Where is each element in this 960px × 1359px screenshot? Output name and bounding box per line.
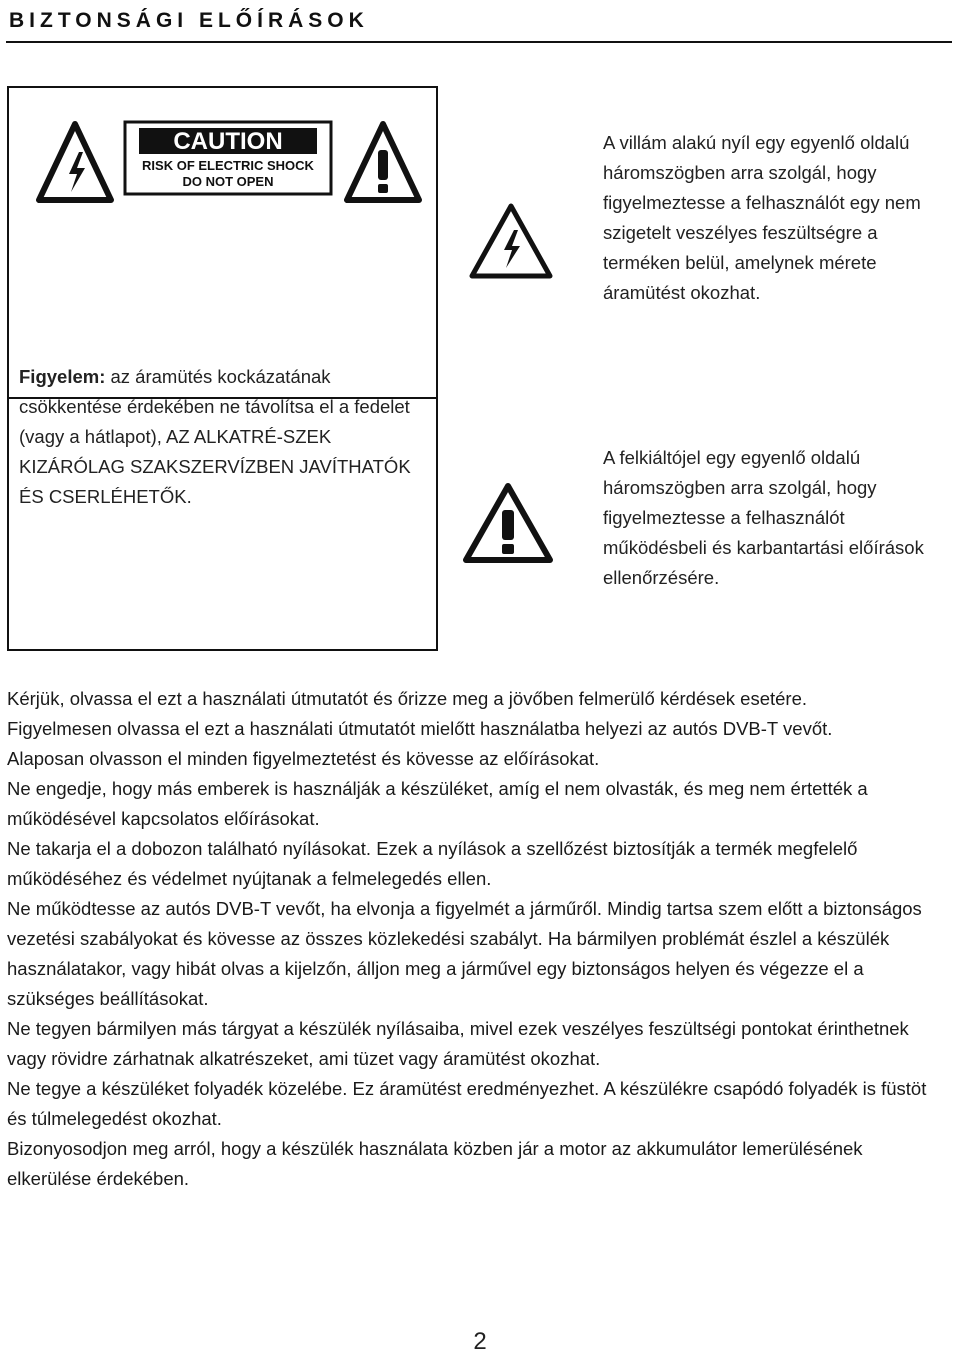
caution-label-graphic (33, 118, 423, 208)
exclamation-triangle-icon (460, 480, 556, 566)
safety-instructions (7, 684, 947, 1194)
instruction-paragraph: Ne engedje, hogy más emberek is használják a készüléket, amíg el nem olvasták, és meg nem értették a működésével kapcsolatos előírásokat. (7, 778, 868, 829)
lightning-symbol-description: A villám alakú nyíl egy egyenlő oldalú háromszögben arra szolgál, hogy figyelmeztesse a felhasználót egy nem szigetelt veszélyes feszültségre a terméken belül, amelynek mérete áramütést okozhat. (603, 132, 921, 303)
warning-note-text: az áramütés kockázatának csökkentése érdekében ne távolítsa el a fedelet (vagy a hátlapot), AZ ALKATRÉ-SZEK KIZÁRÓLAG SZAKSZERVÍZBEN JAVÍTHATÓK ÉS CSERLÉHETŐK. (19, 366, 411, 507)
instruction-paragraph: Kérjük, olvassa el ezt a használati útmutatót és őrizze meg a jövőben felmerülő kérdések esetére. (7, 688, 808, 709)
instruction-paragraph: Bizonyosodjon meg arról, hogy a készülék használata közben jár a motor az akkumulátor lemerülésének elkerülése érdekében. (7, 1138, 863, 1189)
page-number: 2 (473, 1328, 487, 1355)
lightning-warning-icon (39, 124, 111, 200)
warning-note (19, 362, 419, 512)
caution-heading: CAUTION (173, 128, 283, 155)
caution-sign (125, 122, 331, 194)
instruction-paragraph: Figyelmesen olvassa el ezt a használati útmutatót mielőtt használatba helyezi az autós DVB-T vevőt. (7, 718, 833, 739)
instruction-paragraph: Alaposan olvasson el minden figyelmeztetést és kövesse az előírásokat. (7, 748, 600, 769)
instruction-paragraph: Ne tegye a készüléket folyadék közelébe. Ez áramütést eredményezhet. A készülékre csapódó folyadék is füstöt és túlmelegedést okozhat. (7, 1078, 927, 1129)
instruction-paragraph: Ne takarja el a dobozon található nyílásokat. Ezek a nyílások a szellőzést biztosítják a termék megfelelő működéséhez és védelmet nyújtanak a felmelegedés ellen. (7, 838, 858, 889)
exclamation-symbol-description: A felkiáltójel egy egyenlő oldalú háromszögben arra szolgál, hogy figyelmeztesse a felhasználót működésbeli és karbantartási előírások ellenőrzésére. (603, 447, 924, 588)
warning-note-lead: Figyelem: (19, 366, 106, 387)
caution-line-1: RISK OF ELECTRIC SHOCK (142, 158, 314, 173)
caution-line-2: DO NOT OPEN (182, 174, 274, 189)
exclamation-warning-icon (347, 124, 419, 200)
page-title: BIZTONSÁGI ELŐÍRÁSOK (9, 9, 369, 32)
title-divider (6, 41, 952, 43)
instruction-paragraph: Ne működtesse az autós DVB-T vevőt, ha elvonja a figyelmét a járműről. Mindig tartsa szem előtt a biztonságos vezetési szabályokat és kövesse az összes közlekedési szabályt. Ha bármilyen problémát észlel a készülék használatakor, vagy hibát olvas a kijelzőn, álljon meg a járművel egy biztonságos helyen és végezze el a szükséges beállításokat. (7, 898, 922, 1009)
instruction-paragraph: Ne tegyen bármilyen más tárgyat a készülék nyílásaiba, mivel ezek veszélyes feszültségi pontokat érinthetnek vagy rövidre zárhatnak alkatrészeket, ami tüzet vagy áramütést okozhat. (7, 1018, 909, 1069)
lightning-triangle-icon (466, 200, 556, 282)
